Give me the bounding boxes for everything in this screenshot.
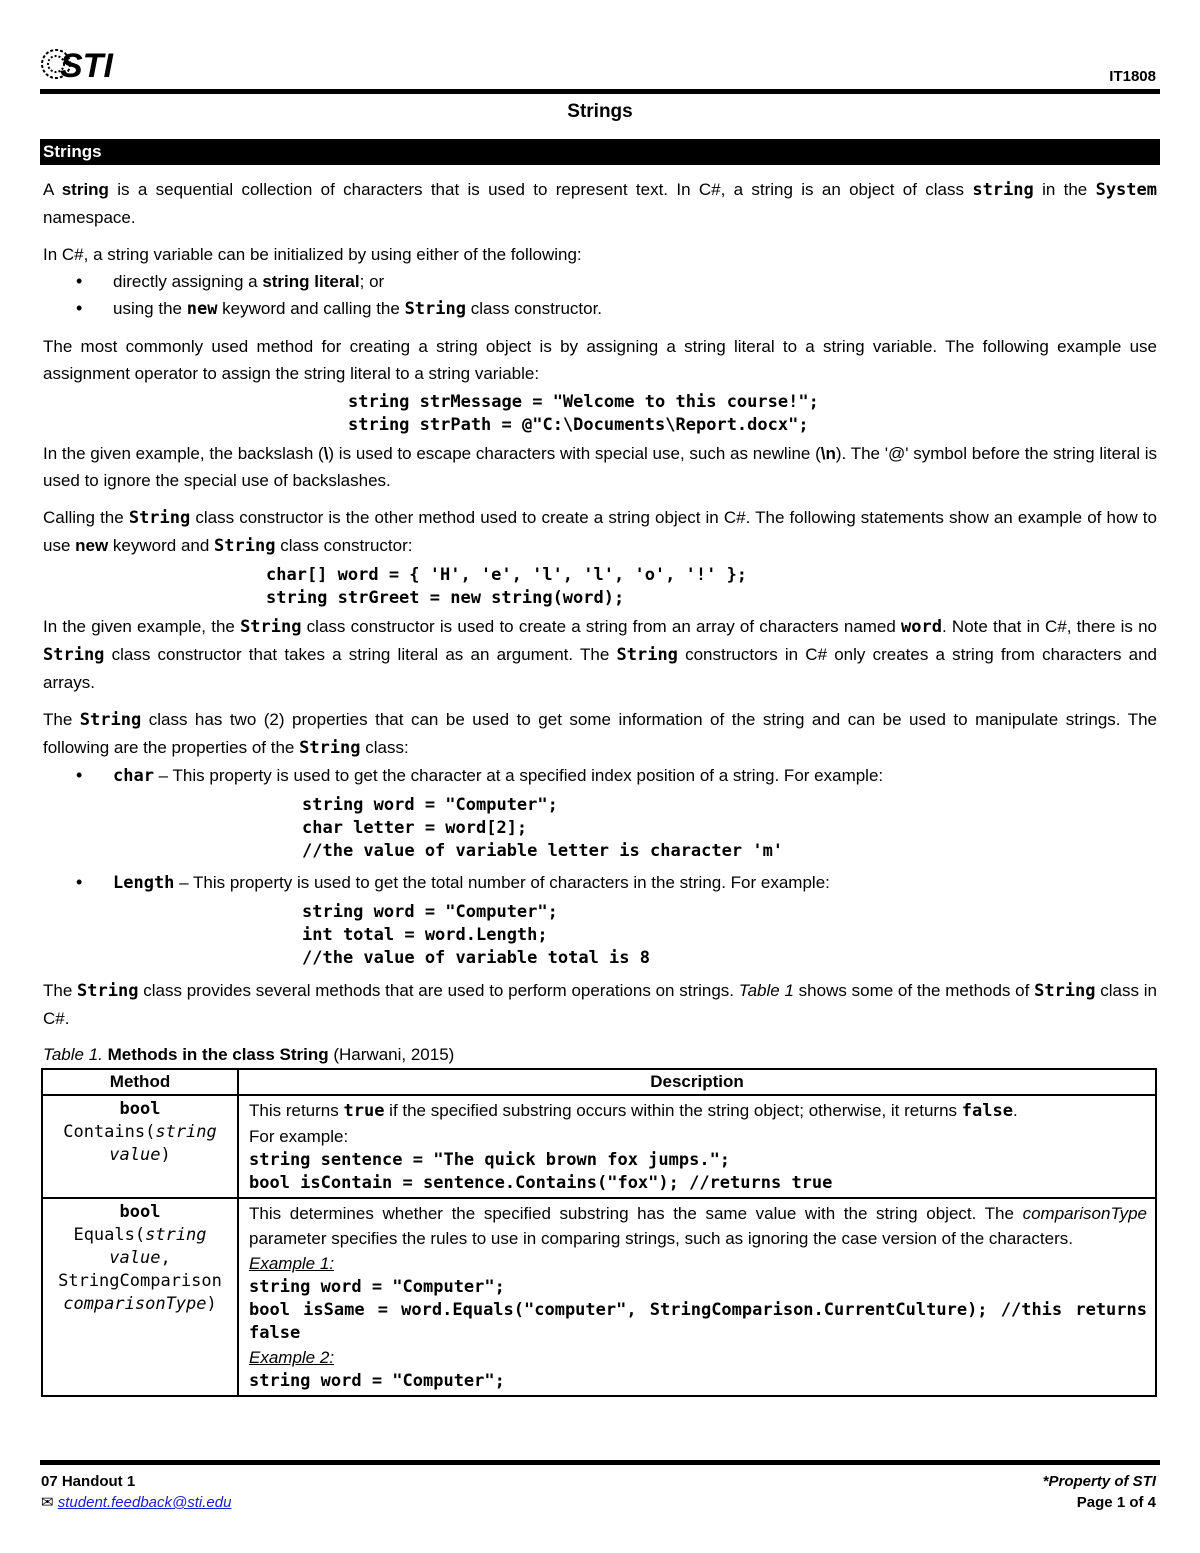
paragraph-init: In C#, a string variable can be initialized by using either of the following: <box>43 245 582 264</box>
code-block-char: string word = "Computer"; char letter = word[2]; //the value of variable letter is character 'm' <box>302 795 784 861</box>
paragraph-methods: The String class provides several methods that are used to perform operations on strings. Table 1 shows some of the methods of String class in C#. <box>43 981 1157 1028</box>
column-header-description: Description <box>238 1069 1156 1095</box>
paragraph-backslash: In the given example, the backslash (\) is used to escape characters with special use, such as newline (\n). The '@' symbol before the string literal is used to ignore the special use of backslashes. <box>43 444 1157 490</box>
code-block-literal: string strMessage = "Welcome to this course!"; string strPath = @"C:\Documents\Report.docx"; <box>348 392 819 435</box>
table-header-row <box>42 1069 1156 1095</box>
logo-text: STI <box>60 47 113 84</box>
property-label: *Property of STI <box>1042 1473 1156 1490</box>
sti-logo <box>40 44 124 84</box>
list-item-length: • Length – This property is used to get the total number of characters in the string. For example: string word = "Computer"; int total = word.Length; //the value of variable total is 8 <box>43 869 1157 970</box>
paragraph-literal: The most commonly used method for creating a string object is by assigning a string literal to a string variable. The following example use assignment operator to assign the string literal to a string variable: <box>43 337 1157 383</box>
feedback-email-link[interactable]: student.feedback@sti.edu <box>57 1494 232 1511</box>
code-block-constructor: char[] word = { 'H', 'e', 'l', 'l', 'o', '!' }; string strGreet = new string(word); <box>266 565 748 608</box>
section-heading: Strings <box>40 139 1160 165</box>
paragraph-intro: A string is a sequential collection of characters that is used to represent text. In C#, a string is an object of class string in the System namespace. <box>43 180 1157 227</box>
handout-label: 07 Handout 1 <box>41 1473 136 1490</box>
page-number: Page 1 of 4 <box>1076 1494 1156 1511</box>
description-equals: This determines whether the specified substring has the same value with the string object. The comparisonType parameter specifies the rules to use in comparing strings, such as ignoring the case version of the characters. Example 1: string word = "Computer"; bool isSame = word.Equals("computer", StringComparison.CurrentCulture); //this returns false Example 2: string word = "Computer"; <box>238 1198 1156 1396</box>
course-code: IT1808 <box>1109 68 1156 85</box>
method-contains: bool Contains(string value) <box>42 1095 238 1198</box>
example-1-label: Example 1: <box>249 1254 335 1273</box>
footer-rule <box>40 1460 1160 1465</box>
list-item-char: • char – This property is used to get the character at a specified index position of a string. For example: string word = "Computer"; char letter = word[2]; //the value of variable letter is character 'm' <box>43 762 1157 863</box>
table-row <box>42 1198 1156 1396</box>
example-2-label: Example 2: <box>249 1348 335 1367</box>
mail-icon: ✉ <box>41 1494 54 1511</box>
paragraph-properties: The String class has two (2) properties that can be used to get some information of the string and can be used to manipulate strings. The following are the properties of the String class: <box>43 710 1157 758</box>
init-list <box>43 268 1157 323</box>
page-title: Strings <box>567 101 633 122</box>
list-item: • using the new keyword and calling the String class constructor. <box>43 295 1157 323</box>
footer-right <box>1043 1471 1156 1513</box>
column-header-method: Method <box>42 1069 238 1095</box>
list-item: • directly assigning a string literal; or <box>43 268 1157 295</box>
paragraph-constructor: Calling the String class constructor is the other method used to create a string object in C#. The following statements show an example of how to use new keyword and String class constructor: <box>43 508 1157 556</box>
property-list <box>43 762 1157 970</box>
paragraph-constructor-note: In the given example, the String class constructor is used to create a string from an array of characters named word. Note that in C#, there is no String class constructor that takes a string literal as an argument. The String constructors in C# only creates a string from characters and arrays. <box>43 617 1158 692</box>
footer-left <box>41 1471 231 1513</box>
table-caption: Table 1. Methods in the class String (Harwani, 2015) <box>43 1045 455 1064</box>
methods-table <box>41 1068 1157 1397</box>
table-row <box>42 1095 1156 1198</box>
code-block-length: string word = "Computer"; int total = word.Length; //the value of variable total is 8 <box>302 902 650 968</box>
document-body <box>43 176 1157 1397</box>
header-rule <box>40 89 1160 94</box>
description-contains: This returns true if the specified substring occurs within the string object; otherwise, it returns false. For example: string sentence = "The quick brown fox jumps."; bool isContain = sentence.Contains("fox"); //returns true <box>238 1095 1156 1198</box>
method-equals: bool Equals(string value, StringComparison comparisonType) <box>42 1198 238 1396</box>
